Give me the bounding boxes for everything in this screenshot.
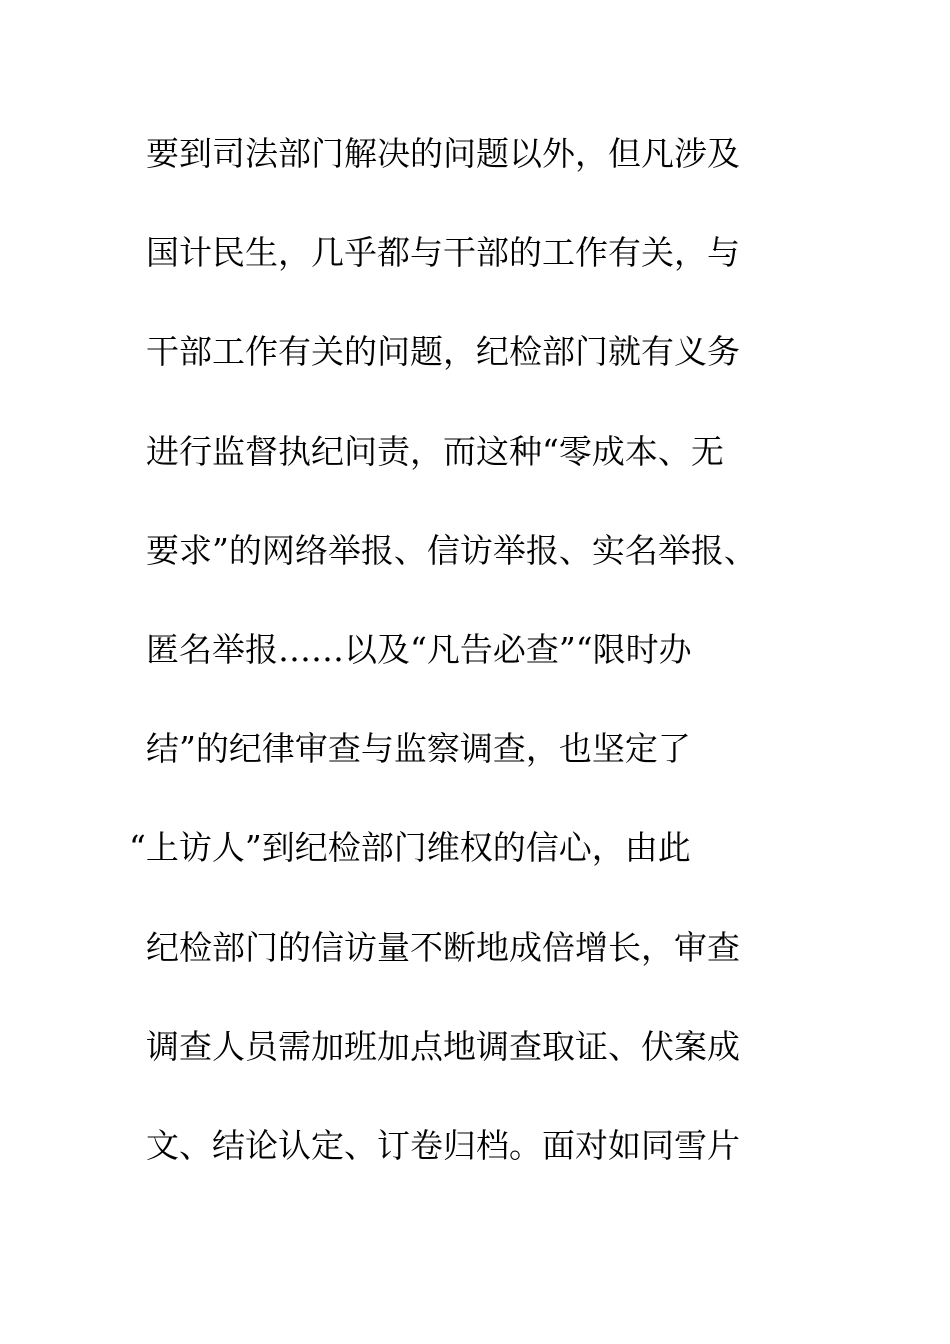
text-line: 进行监督执纪问责，而这种“零成本、无 xyxy=(146,431,724,471)
text-line: “上访人”到纪检部门维权的信心，由此 xyxy=(129,828,691,868)
text-line: 要到司法部门解决的问题以外，但凡涉及 xyxy=(146,134,740,173)
text-line: 干部工作有关的问题，纪检部门就有义务 xyxy=(146,332,740,372)
text-line: 纪检部门的信访量不断地成倍增长，审查 xyxy=(146,927,740,967)
text-line: 文、结论认定、订卷归档。面对如同雪片 xyxy=(146,1125,740,1165)
body-text xyxy=(129,126,926,1217)
text-line: 结”的纪律审查与监察调查，也坚定了 xyxy=(146,729,691,769)
text-line: 要求”的网络举报、信访举报、实名举报、 xyxy=(146,530,757,570)
text-line: 匿名举报……以及“凡告必查”“限时办 xyxy=(146,629,692,669)
text-line: 调查人员需加班加点地调查取证、伏案成 xyxy=(146,1026,740,1066)
text-line: 国计民生，几乎都与干部的工作有关，与 xyxy=(146,233,740,273)
